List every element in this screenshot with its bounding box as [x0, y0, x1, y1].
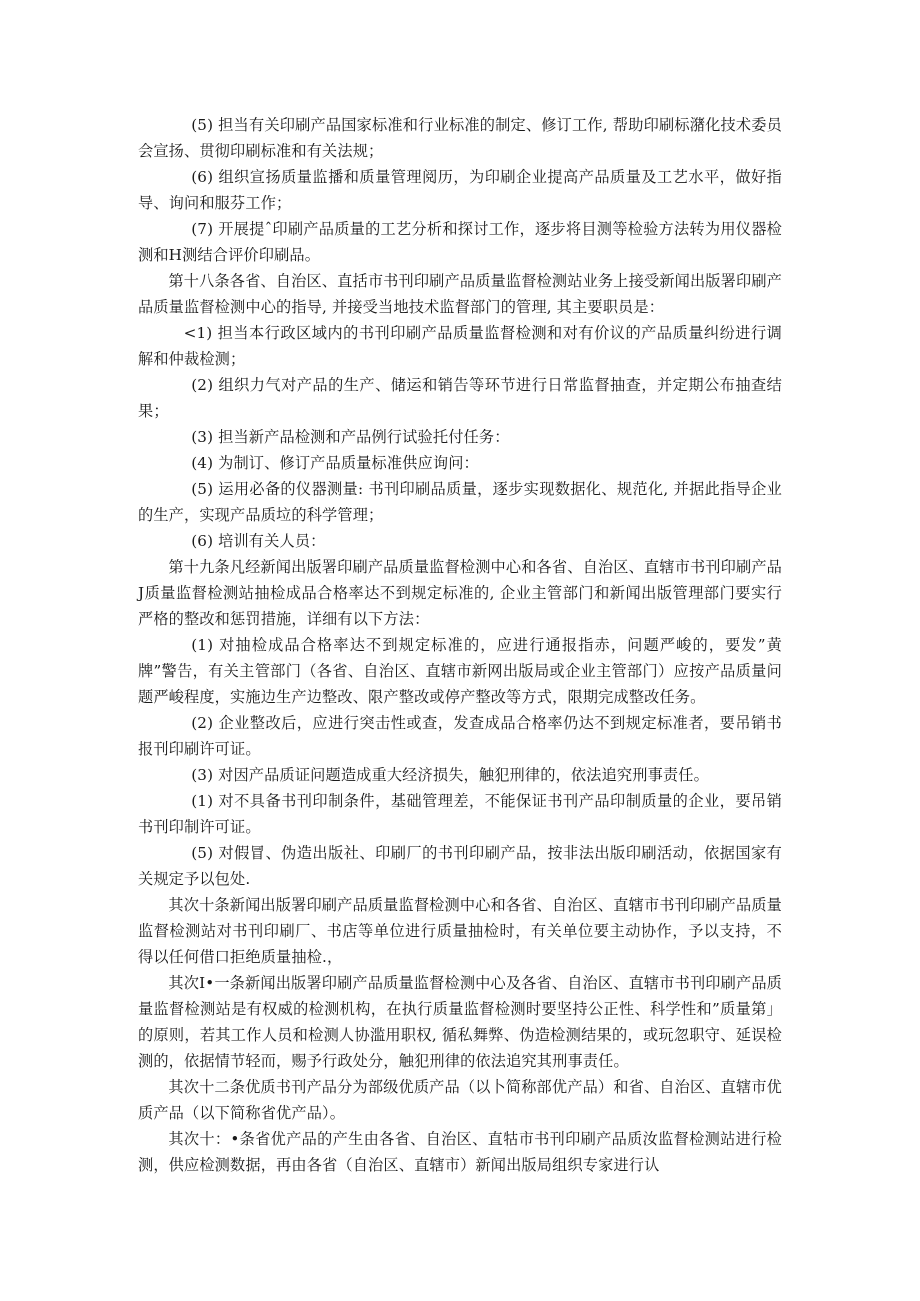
- article-paragraph: 第十九条凡经新闻出版署印刷产品质量监督检测中心和各省、自治区、直辖市书刊印刷产品J质量监督检测站抽检成品合格率达不到规定标准的, 企业主管部门和新闻出版管理部门要实行严格的整改和惩罚措施，详细有以下方法：: [138, 558, 782, 628]
- paragraph: (6) 培训有关人员：: [191, 532, 326, 550]
- paragraph: (5) 对假冒、伪造出版社、印刷厂的书刊印刷产品，按非法出版印刷活动，依据国家有关规定予以包处.: [138, 844, 782, 888]
- paragraph: (1) 对抽检成品合格率达不到规定标准的，应进行通报指赤，问题严峻的，要发”黄牌”警告，有关主管部门（各省、自治区、直辖市新网出版局或企业主管部门）应按产品质量问题严峻程度，实施边生产边整改、限产整改或停产整改等方式，限期完成整改任务。: [138, 636, 782, 706]
- article-paragraph: 其次I•一条新闻出版署印刷产品质量监督检测中心及各省、自治区、直辖市书刊印刷产品质量监督检测站是有权威的检测机构，在执行质量监督检测时要坚持公正性、科学性和”质量第」的原则，若其工作人员和检测人协滥用职权, 循私舞弊、伪造检测结果的，或玩忽职守、延误检测的，依据情节轻而，赐予行政处分，触犯刑律的依法追究其刑事责任。: [138, 974, 782, 1070]
- paragraph: (3) 担当新产品检测和产品例行试验托付任务：: [191, 428, 510, 446]
- paragraph: (6) 组织宣扬质量监播和质量管理阅历，为印刷企业提高产品质量及工艺水平，做好指导、询问和服芬工作；: [138, 168, 782, 212]
- paragraph: (5) 运用必备的仪器测量: 书刊印刷品质量，逐步实现数据化、规范化, 并据此指导企业的生产，实现产品质垃的科学管理；: [138, 480, 782, 524]
- document-body: [138, 112, 782, 1178]
- paragraph: (7) 开展提ˆ印刷产品质量的工艺分析和探讨工作，逐步将目测等检验方法转为用仪器检测和H测结合评价印刷品。: [138, 220, 782, 264]
- paragraph: (1) 对不具备书刊印制条件，基础管理差，不能保证书刊产品印制质量的企业，要吊销书刊印制许可证。: [138, 792, 782, 836]
- paragraph: <1) 担当本行政区域内的书刊印刷产品质量监督检测和对有价议的产品质量纠纷进行调解和仲裁检测；: [138, 324, 782, 368]
- article-paragraph: 其次十二条优质书刊产品分为部级优质产品（以卜简称部优产品）和省、自治区、直辖市优质产品（以下简称省优产品）。: [138, 1078, 782, 1122]
- paragraph: (3) 对因产品质证问题造成重大经济损失，触犯刑律的，依法追究刑事责任。: [191, 766, 709, 784]
- paragraph: (2) 组织力气对产品的生产、储运和销告等环节进行日常监督抽查，并定期公布抽查结果；: [138, 376, 782, 420]
- paragraph: (5) 担当有关印刷产品国家标准和行业标准的制定、修订工作, 帮助印刷标潴化技术委员会宣扬、贯彻印刷标准和有关法规；: [138, 116, 782, 160]
- article-paragraph: 第十八条各省、自治区、直括市书刊印刷产品质量监督检测站业务上接受新闻出版署印刷产品质量监督检测中心的指导, 并接受当地技术监督部门的管理, 其主要职员是：: [138, 272, 782, 316]
- paragraph: (2) 企业整改后，应进行突击性或查，发查成品合格率仍达不到规定标准者，要吊销书报刊印刷许可证。: [138, 714, 782, 758]
- article-paragraph: 其次十：•条省优产品的产生由各省、自治区、直牯市书刊印刷产品质汝监督检测站进行检测，供应检测数据，再由各省（自治区、直辖市）新闻出版局组织专家进行认: [138, 1130, 782, 1174]
- article-paragraph: 其次十条新闻出版署印刷产品质量监督检测中心和各省、自治区、直辖市书刊印刷产品质量监督检测站对书刊印刷厂、书店等单位进行质量抽检时，有关单位要主动协作，予以支持，不得以任何借口拒绝质量抽检.，: [138, 896, 782, 966]
- paragraph: (4) 为制订、修订产品质量标准供应询问：: [191, 454, 479, 472]
